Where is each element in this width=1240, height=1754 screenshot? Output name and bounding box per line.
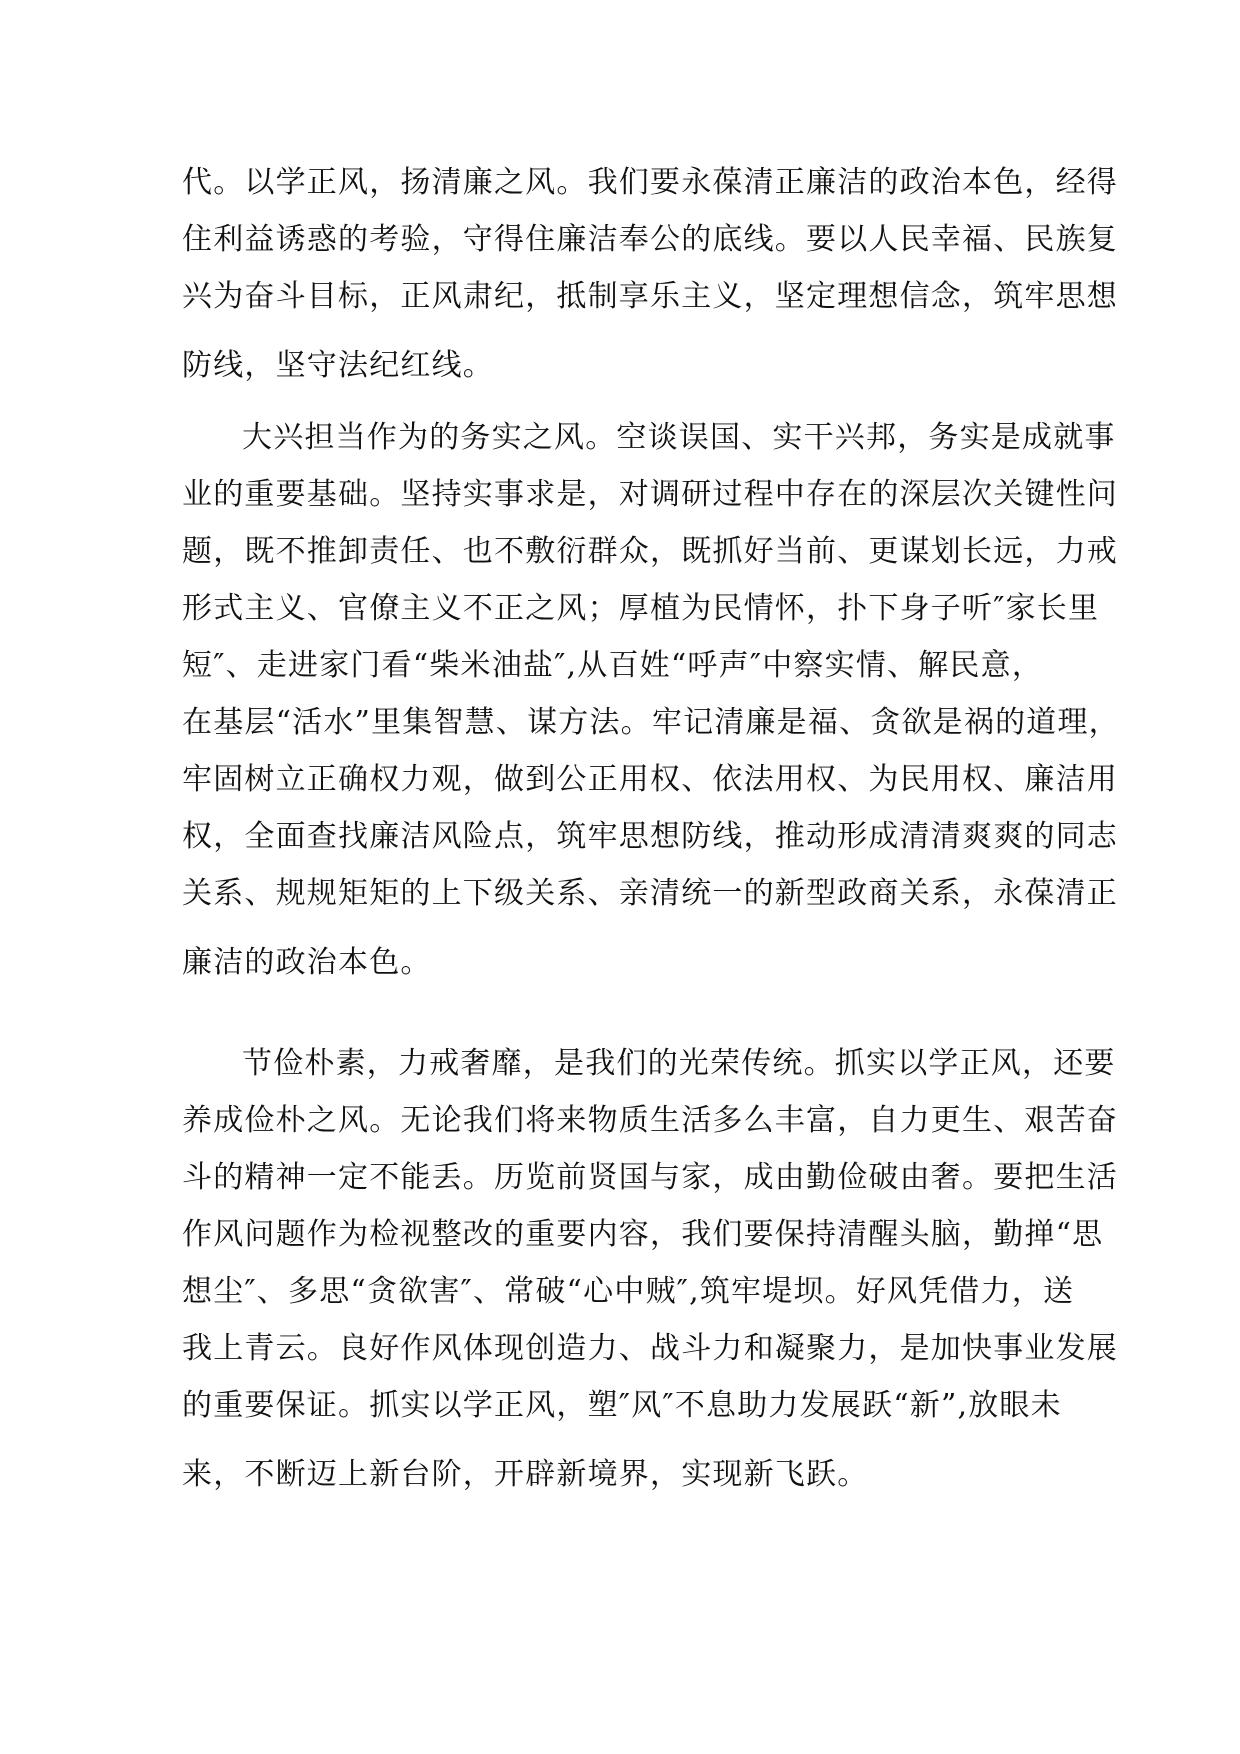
text-line: 作风问题作为检视整改的重要内容，我们要保持清醒头脑，勤掸“思 <box>182 1217 1104 1252</box>
text-line: 代。以学正风，扬清廉之风。我们要永葆清正廉洁的政治本色，经得 <box>182 165 1118 200</box>
text-line: 形式主义、官僚主义不正之风；厚植为民情怀，扑下身子听″家长里 <box>182 591 1100 626</box>
text-line: 廉洁的政治本色。 <box>182 945 432 980</box>
text-line: 业的重要基础。坚持实事求是，对调研过程中存在的深层次关键性问 <box>182 477 1118 512</box>
paragraph-1 <box>182 154 1118 394</box>
text-line: 兴为奋斗目标，正风肃纪，抵制享乐主义，坚定理想信念，筑牢思想 <box>182 279 1118 314</box>
paragraph-3 <box>182 1035 1118 1503</box>
text-line: 权，全面查找廉洁风险点，筑牢思想防线，推动形成清清爽爽的同志 <box>182 819 1118 854</box>
text-line-content: 节俭朴素，力戒奢靡，是我们的光荣传统。抓实以学正风，还要 <box>242 1046 1116 1081</box>
text-line-content: 大兴担当作为的务实之风。空谈误国、实干兴邦，务实是成就事 <box>242 420 1116 455</box>
text-line: 养成俭朴之风。无论我们将来物质生活多么丰富，自力更生、艰苦奋 <box>182 1103 1118 1138</box>
text-line: 关系、规规矩矩的上下级关系、亲清统一的新型政商关系，永葆清正 <box>182 876 1118 911</box>
paragraph-2 <box>182 409 1120 991</box>
text-line: 短″、走进家门看“柴米油盐″,从百姓“呼声″中察实情、解民意， <box>182 648 1044 683</box>
text-line: 在基层“活水”里集智慧、谋方法。牢记清廉是福、贪欲是祸的道理， <box>182 705 1120 740</box>
text-line: 来，不断迈上新台阶，开辟新境界，实现新飞跃。 <box>182 1457 869 1492</box>
text-line: 想尘″、多思“贪欲害″、常破“心中贼″,筑牢堤坝。好风凭借力，送 <box>182 1274 1075 1309</box>
text-line: 题，既不推卸责任、也不敷衍群众，既抓好当前、更谋划长远，力戒 <box>182 534 1118 569</box>
text-line <box>182 1035 1116 1092</box>
text-line: 的重要保证。抓实以学正风，塑″风″不息助力发展跃“新”,放眼未 <box>182 1388 1062 1423</box>
text-line: 我上青云。良好作风体现创造力、战斗力和凝聚力，是加快事业发展 <box>182 1331 1118 1366</box>
text-line: 防线，坚守法纪红线。 <box>182 348 494 383</box>
text-line <box>182 409 1116 466</box>
text-line: 牢固树立正确权力观，做到公正用权、依法用权、为民用权、廉洁用 <box>182 762 1118 797</box>
text-line: 住利益诱惑的考验，守得住廉洁奉公的底线。要以人民幸福、民族复 <box>182 222 1118 257</box>
text-line: 斗的精神一定不能丢。历览前贤国与家，成由勤俭破由奢。要把生活 <box>182 1160 1118 1195</box>
